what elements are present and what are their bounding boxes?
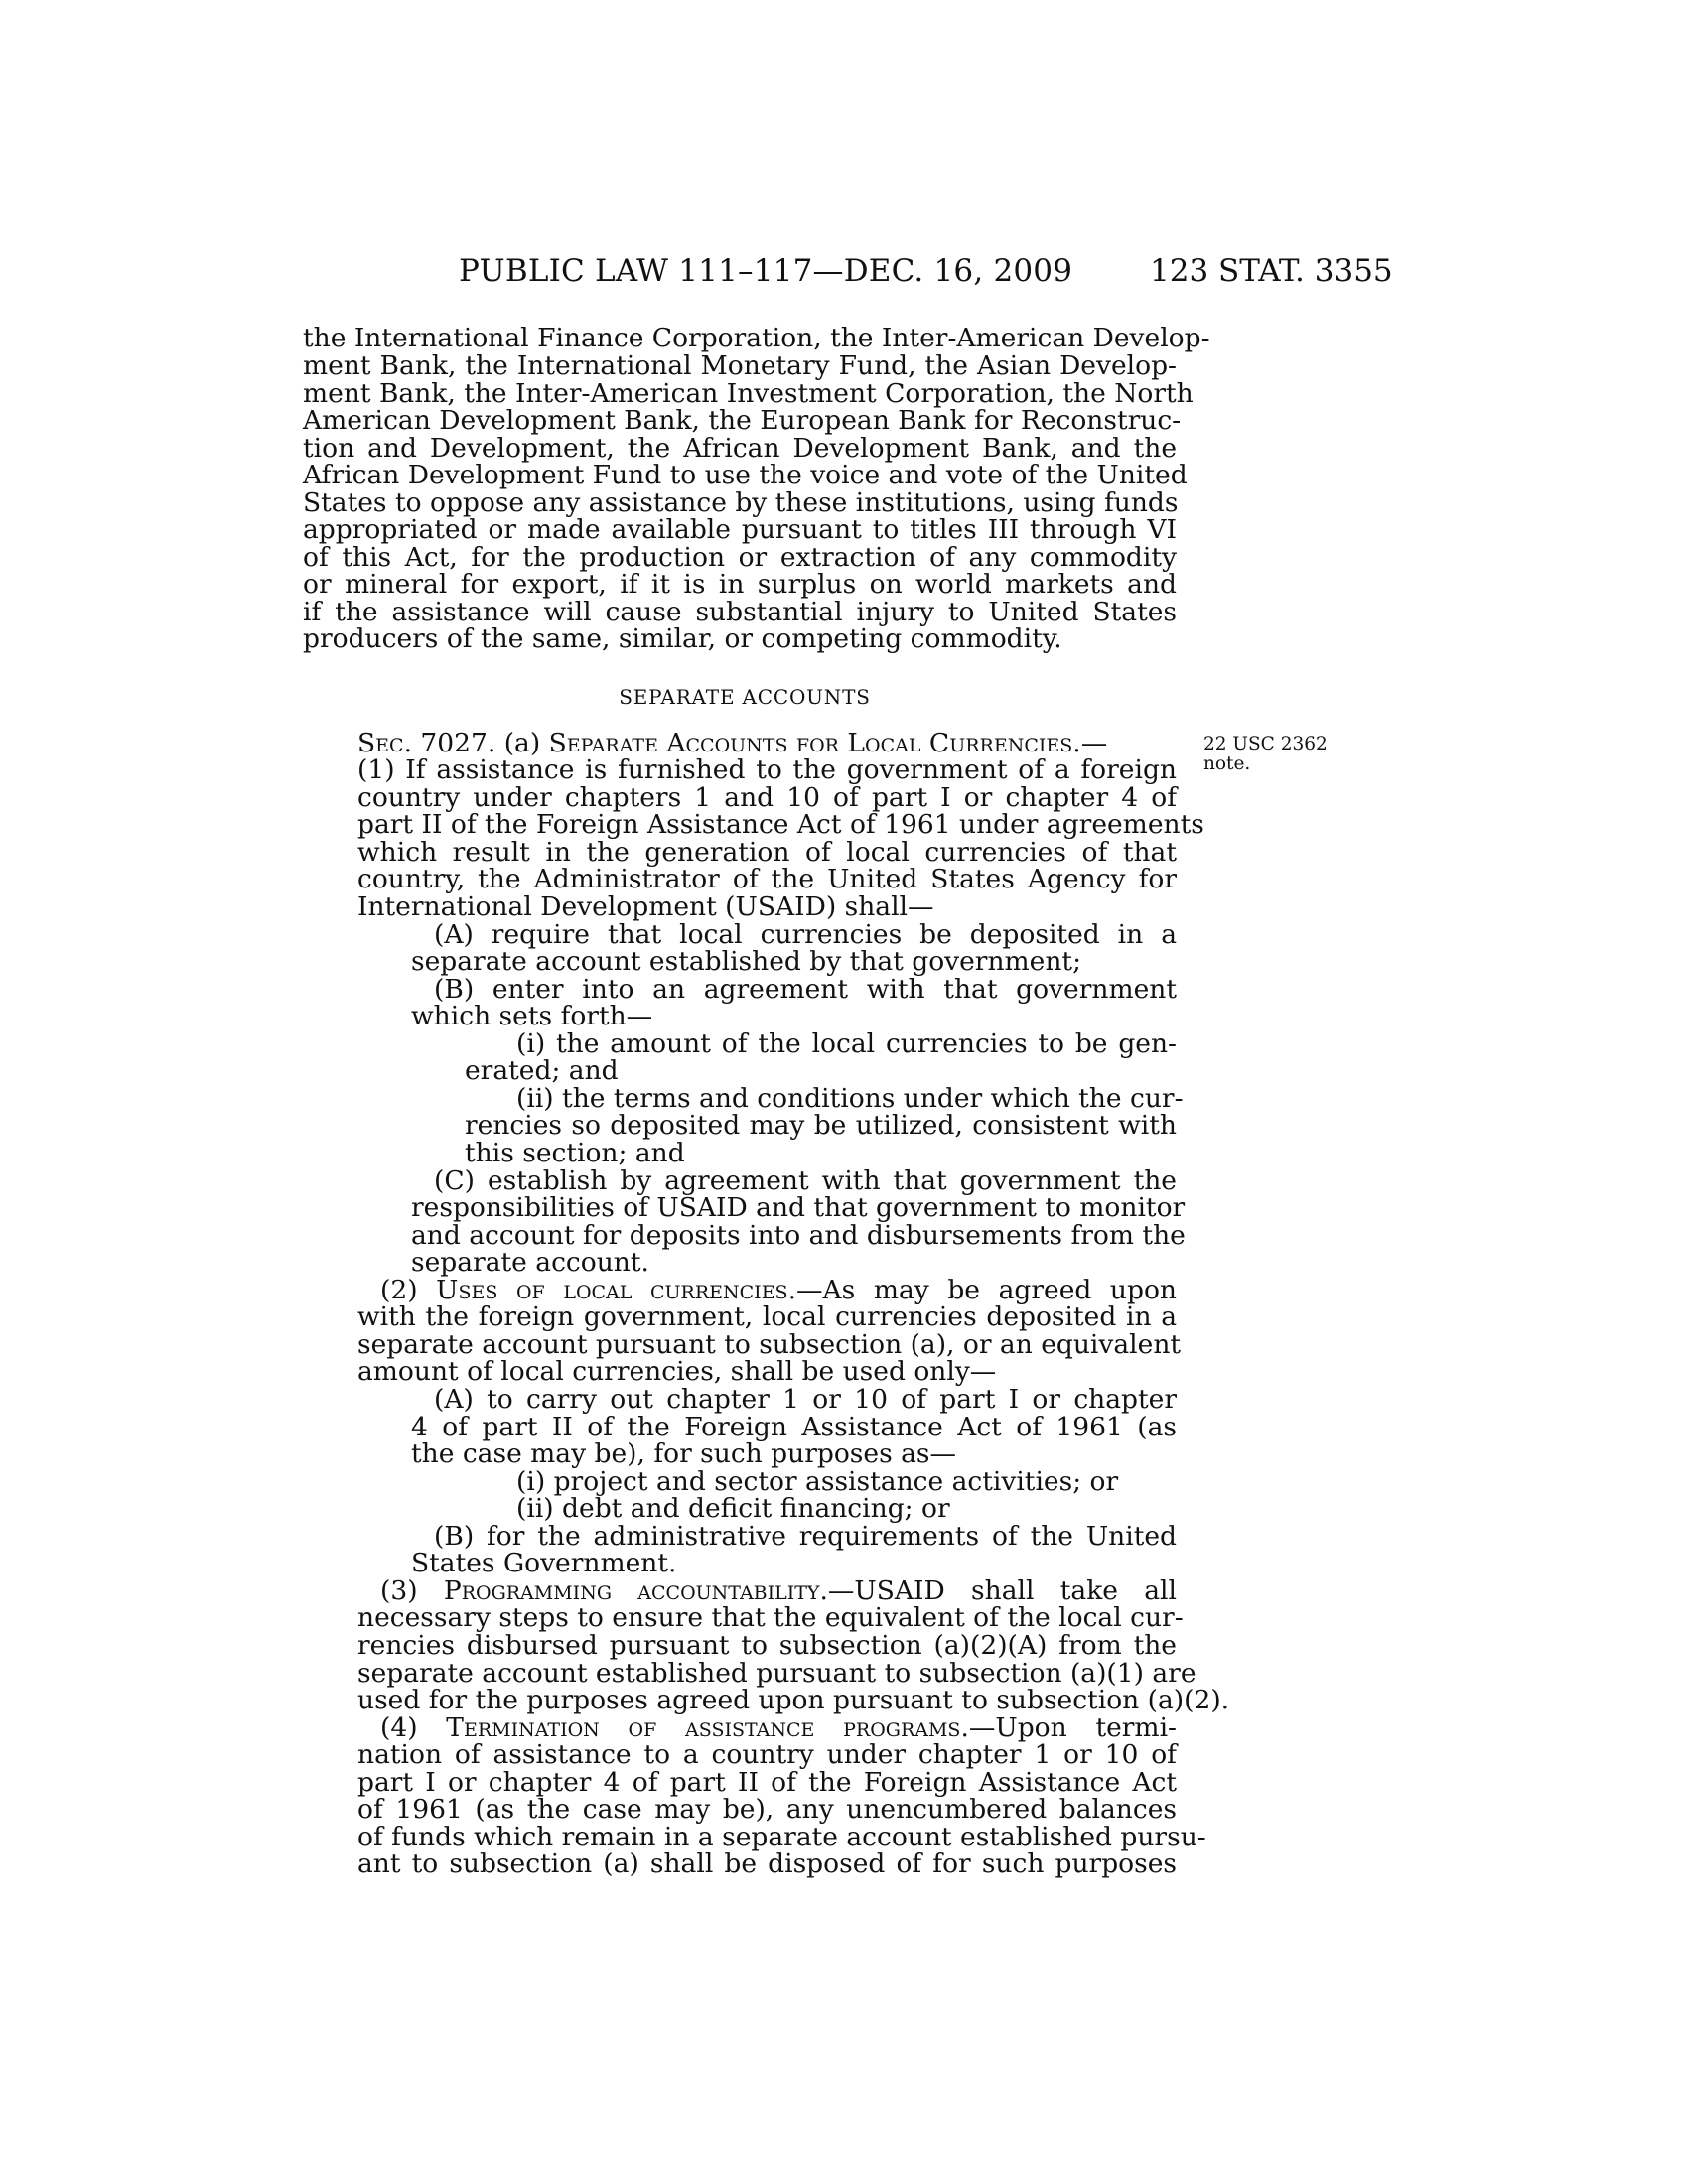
body-line: rencies so deposited may be utilized, consistent with — [465, 1110, 1177, 1141]
body-line: appropriated or made available pursuant to titles III through VI — [303, 514, 1177, 545]
body-line: tion and Development, the African Development Bank, and the — [303, 433, 1177, 464]
body-line: (ii) debt and deficit financing; or — [516, 1493, 950, 1524]
body-line: separate account established pursuant to subsection (a)(1) are — [357, 1658, 1196, 1689]
body-line: rencies disbursed pursuant to subsection (a)(2)(A) from the — [357, 1630, 1177, 1661]
body-line: International Development (USAID) shall— — [357, 891, 934, 922]
body-line: (C) establish by agreement with that government the — [434, 1165, 1177, 1196]
running-header-stat-page: 123 STAT. 3355 — [1150, 253, 1393, 289]
body-line: which sets forth— — [411, 1001, 653, 1031]
body-line: of funds which remain in a separate account established pursu- — [357, 1822, 1206, 1852]
body-line: the case may be), for such purposes as— — [411, 1438, 956, 1469]
body-line: separate account. — [411, 1247, 649, 1278]
margin-citation-note: note. — [1203, 753, 1251, 774]
body-line: (i) project and sector assistance activities; or — [516, 1466, 1119, 1497]
body-line: or mineral for export, if it is in surplus on world markets and — [303, 569, 1177, 600]
body-line: producers of the same, similar, or competing commodity. — [303, 623, 1062, 654]
body-line: if the assistance will cause substantial injury to United States — [303, 597, 1177, 627]
body-line: used for the purposes agreed upon pursuant to subsection (a)(2). — [357, 1685, 1230, 1715]
body-line: ment Bank, the International Monetary Fund, the Asian Develop- — [303, 350, 1177, 381]
body-line: (B) enter into an agreement with that government — [434, 974, 1177, 1005]
body-line: country, the Administrator of the United States Agency for — [357, 864, 1177, 894]
body-line: part II of the Foreign Assistance Act of 1961 under agreements — [357, 809, 1204, 840]
body-line: of this Act, for the production or extraction of any commodity — [303, 542, 1177, 573]
body-line: erated; and — [465, 1055, 619, 1086]
body-line: part I or chapter 4 of part II of the Foreign Assistance Act — [357, 1767, 1177, 1798]
body-line: (2) Uses of local currencies.—As may be agreed upon — [380, 1275, 1177, 1305]
body-line: (B) for the administrative requirements of the United — [434, 1521, 1177, 1552]
body-line: separate account pursuant to subsection (a), or an equivalent — [357, 1329, 1182, 1360]
body-line: the International Finance Corporation, the Inter-American Develop- — [303, 323, 1210, 353]
body-line: (1) If assistance is furnished to the government of a foreign — [357, 754, 1177, 785]
body-line: of 1961 (as the case may be), any unencumbered balances — [357, 1794, 1177, 1825]
body-line: 4 of part II of the Foreign Assistance Act of 1961 (as — [411, 1412, 1177, 1442]
body-line: (A) require that local currencies be deposited in a — [434, 919, 1177, 950]
body-line: which result in the generation of local currencies of that — [357, 837, 1177, 868]
section-heading: SEPARATE ACCOUNTS — [619, 685, 871, 709]
body-line: (ii) the terms and conditions under which the cur- — [516, 1083, 1184, 1114]
body-line: American Development Bank, the European Bank for Reconstruc- — [303, 405, 1182, 436]
body-line: with the foreign government, local currencies deposited in a — [357, 1301, 1177, 1332]
body-line: and account for deposits into and disbursements from the — [411, 1220, 1186, 1251]
body-line: responsibilities of USAID and that government to monitor — [411, 1192, 1186, 1223]
body-line: States to oppose any assistance by these institutions, using funds — [303, 487, 1179, 518]
body-line: nation of assistance to a country under chapter 1 or 10 of — [357, 1739, 1177, 1770]
body-line: separate account established by that government; — [411, 946, 1081, 977]
running-header-title: PUBLIC LAW 111–117—DEC. 16, 2009 — [459, 253, 1073, 289]
body-line: (3) Programming accountability.—USAID shall take all — [380, 1575, 1178, 1606]
margin-citation: 22 USC 2362 — [1203, 734, 1328, 754]
body-line: (A) to carry out chapter 1 or 10 of part I or chapter — [434, 1384, 1177, 1415]
body-line: ment Bank, the Inter-American Investment Corporation, the North — [303, 378, 1194, 409]
body-line: country under chapters 1 and 10 of part I or chapter 4 of — [357, 782, 1177, 813]
body-line: necessary steps to ensure that the equivalent of the local cur- — [357, 1602, 1184, 1633]
body-line: this section; and — [465, 1138, 685, 1168]
body-line: African Development Fund to use the voice and vote of the United — [303, 460, 1188, 490]
body-line: (i) the amount of the local currencies to be gen- — [516, 1028, 1177, 1059]
section-number-line: Sec. 7027. (a) Separate Accounts for Local Currencies.— — [357, 728, 1108, 758]
body-line: States Government. — [411, 1548, 677, 1578]
body-line: ant to subsection (a) shall be disposed of for such purposes — [357, 1848, 1177, 1879]
body-line: amount of local currencies, shall be used only— — [357, 1356, 997, 1387]
body-line: (4) Termination of assistance programs.—Upon termi- — [380, 1712, 1177, 1743]
